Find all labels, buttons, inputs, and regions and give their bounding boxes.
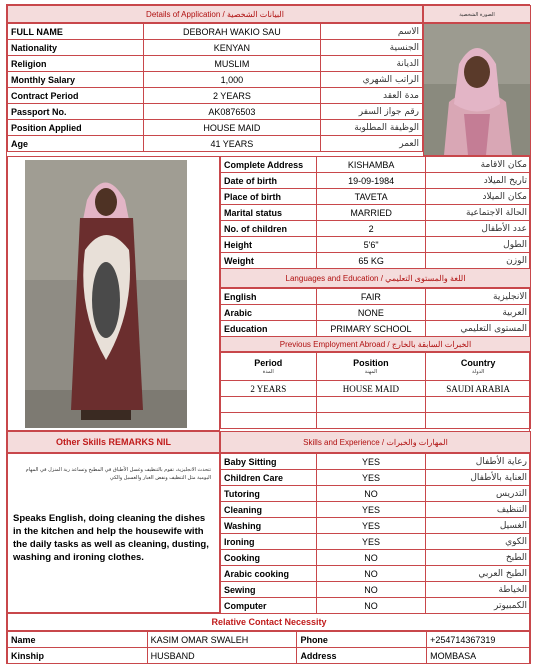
personal-field-arabic-label: رقم جواز السفر	[321, 104, 423, 120]
personal-field-row	[8, 136, 423, 152]
language-field-label: English	[221, 289, 317, 305]
personal-field-arabic-label: الراتب الشهري	[321, 72, 423, 88]
detail-field-row	[221, 253, 531, 269]
personal-field-row	[8, 88, 423, 104]
personal-field-row	[8, 72, 423, 88]
personal-field-value: 41 YEARS	[143, 136, 321, 152]
personal-field-row	[8, 40, 423, 56]
detail-field-value: 65 KG	[316, 253, 425, 269]
personal-info-table	[7, 23, 423, 152]
relative-header	[7, 613, 531, 631]
personal-field-row	[8, 56, 423, 72]
languages-header-title: Languages and Education / اللغة والمستوى التعليمي	[285, 273, 466, 283]
personal-field-value: KENYAN	[143, 40, 321, 56]
skill-field-row	[221, 582, 531, 598]
skill-field-row	[221, 486, 531, 502]
skill-field-value: NO	[316, 566, 425, 582]
relative-address-value: MOMBASA	[427, 648, 531, 664]
empty-cell	[221, 397, 317, 413]
detail-field-arabic-label: مكان الميلاد	[426, 189, 531, 205]
skill-field-row	[221, 598, 531, 614]
personal-field-label: Position Applied	[8, 120, 144, 136]
employment-col-position-ar: المهنة	[364, 368, 378, 375]
detail-field-value: MARRIED	[316, 205, 425, 221]
detail-field-row	[221, 189, 531, 205]
personal-details-table	[220, 156, 531, 269]
relative-name-value: KASIM OMAR SWALEH	[147, 632, 297, 648]
skills-table	[220, 453, 531, 614]
skill-field-arabic-label: الطبخ	[426, 550, 531, 566]
employment-header	[220, 336, 531, 352]
language-field-arabic-label: العربية	[426, 305, 531, 321]
skill-field-value: YES	[316, 470, 425, 486]
empty-cell	[316, 397, 426, 413]
skills-header	[220, 431, 531, 453]
relative-name-label: Name	[8, 632, 148, 648]
detail-field-label: Weight	[221, 253, 317, 269]
personal-field-value: HOUSE MAID	[143, 120, 321, 136]
skill-field-row	[221, 550, 531, 566]
skill-field-row	[221, 534, 531, 550]
other-skills-text: Speaks English, doing cleaning the dishes in the kitchen and help the housewife with the daily tasks as well as cleaning, dusting, washing and ironing clothes.	[13, 513, 209, 563]
personal-field-value: AK0876503	[143, 104, 321, 120]
language-field-row	[221, 321, 531, 337]
personal-field-label: Passport No.	[8, 104, 144, 120]
personal-field-label: Monthly Salary	[8, 72, 144, 88]
skill-field-label: Cooking	[221, 550, 317, 566]
personal-field-label: Contract Period	[8, 88, 144, 104]
detail-field-value: 19-09-1984	[316, 173, 425, 189]
skill-field-value: NO	[316, 486, 425, 502]
detail-field-arabic-label: الطول	[426, 237, 531, 253]
detail-field-label: Complete Address	[221, 157, 317, 173]
personal-field-value: 1,000	[143, 72, 321, 88]
detail-field-value: 2	[316, 221, 425, 237]
skill-field-arabic-label: الكمبيوتر	[426, 598, 531, 614]
empty-cell	[426, 397, 531, 413]
skill-field-arabic-label: العناية بالأطفال	[426, 470, 531, 486]
personal-field-row	[8, 104, 423, 120]
skill-field-label: Cleaning	[221, 502, 317, 518]
detail-field-label: Height	[221, 237, 317, 253]
skill-field-row	[221, 470, 531, 486]
relative-table	[7, 631, 531, 664]
language-field-arabic-label: المستوى التعليمي	[426, 321, 531, 337]
employment-header-title: Previous Employment Abroad / الخبرات السابقة بالخارج	[279, 339, 472, 349]
detail-field-label: Marital status	[221, 205, 317, 221]
skill-field-value: NO	[316, 582, 425, 598]
headshot-image	[424, 24, 530, 155]
detail-field-arabic-label: مكان الاقامة	[426, 157, 531, 173]
languages-table	[220, 288, 531, 337]
languages-header	[220, 268, 531, 288]
employment-col-position-label: Position	[353, 357, 389, 368]
language-field-arabic-label: الانجليزية	[426, 289, 531, 305]
personal-field-label: Nationality	[8, 40, 144, 56]
employment-table	[220, 352, 531, 429]
skill-field-label: Ironing	[221, 534, 317, 550]
skill-field-label: Sewing	[221, 582, 317, 598]
skill-field-value: YES	[316, 502, 425, 518]
skill-field-arabic-label: الطبخ العربي	[426, 566, 531, 582]
skill-field-value: YES	[316, 518, 425, 534]
other-skills-box	[7, 453, 220, 613]
skill-field-row	[221, 502, 531, 518]
personal-field-value: 2 YEARS	[143, 88, 321, 104]
detail-field-arabic-label: الحالة الاجتماعية	[426, 205, 531, 221]
relative-phone-label: Phone	[297, 632, 427, 648]
detail-field-row	[221, 205, 531, 221]
skill-field-value: NO	[316, 550, 425, 566]
detail-field-value: 5'6"	[316, 237, 425, 253]
skill-field-label: Baby Sitting	[221, 454, 317, 470]
detail-field-row	[221, 173, 531, 189]
employment-country: SAUDI ARABIA	[426, 381, 531, 397]
language-field-label: Education	[221, 321, 317, 337]
skill-field-arabic-label: الغسيل	[426, 518, 531, 534]
skill-field-arabic-label: الكوي	[426, 534, 531, 550]
personal-field-label: Age	[8, 136, 144, 152]
skills-header-title: Skills and Experience / المهارات والخبرات	[303, 437, 448, 447]
employment-col-country-ar: الدولة	[472, 368, 485, 375]
photo-header-label: الصورة الشخصية	[459, 12, 495, 18]
detail-field-label: Place of birth	[221, 189, 317, 205]
language-field-row	[221, 305, 531, 321]
personal-field-arabic-label: العمر	[321, 136, 423, 152]
detail-field-row	[221, 221, 531, 237]
employment-col-period-label: Period	[254, 357, 283, 368]
employment-position: HOUSE MAID	[316, 381, 426, 397]
skill-field-arabic-label: التنظيف	[426, 502, 531, 518]
skill-field-label: Computer	[221, 598, 317, 614]
employment-col-country-label: Country	[460, 357, 496, 368]
empty-cell	[316, 413, 426, 429]
relative-header-title: Relative Contact Necessity	[211, 617, 327, 627]
employment-period: 2 YEARS	[221, 381, 317, 397]
other-skills-arabic: تتحدث الانجليزية، تقوم بالتنظيف وغسل الأطباق في المطبخ وتساعد ربة المنزل في المهام اليومية مثل التنظيف ونفض الغبار والغسيل والكي	[25, 467, 211, 481]
skill-field-label: Tutoring	[221, 486, 317, 502]
employment-col-country	[426, 353, 531, 381]
skill-field-label: Children Care	[221, 470, 317, 486]
personal-field-row	[8, 24, 423, 40]
detail-field-arabic-label: تاريخ الميلاد	[426, 173, 531, 189]
skill-field-arabic-label: التدريس	[426, 486, 531, 502]
personal-field-value: DEBORAH WAKIO SAU	[143, 24, 321, 40]
personal-field-value: MUSLIM	[143, 56, 321, 72]
language-field-label: Arabic	[221, 305, 317, 321]
detail-field-row	[221, 157, 531, 173]
personal-field-arabic-label: الوظيفة المطلوبة	[321, 120, 423, 136]
skill-field-value: YES	[316, 534, 425, 550]
employment-col-period	[221, 353, 317, 381]
detail-field-value: TAVETA	[316, 189, 425, 205]
photo-header	[423, 5, 531, 23]
skill-field-label: Washing	[221, 518, 317, 534]
personal-field-arabic-label: الديانة	[321, 56, 423, 72]
skill-field-value: YES	[316, 454, 425, 470]
detail-field-arabic-label: عدد الأطفال	[426, 221, 531, 237]
details-header-title: Details of Application / البيانات الشخصية	[146, 9, 284, 19]
other-skills-header	[7, 431, 220, 453]
language-field-row	[221, 289, 531, 305]
detail-field-row	[221, 237, 531, 253]
personal-field-label: Religion	[8, 56, 144, 72]
skill-field-row	[221, 518, 531, 534]
personal-field-arabic-label: الاسم	[321, 24, 423, 40]
detail-field-label: No. of children	[221, 221, 317, 237]
relative-address-label: Address	[297, 648, 427, 664]
language-field-value: NONE	[316, 305, 426, 321]
empty-cell	[426, 413, 531, 429]
employment-col-period-ar: المدة	[262, 368, 274, 375]
applicant-headshot	[423, 23, 531, 156]
language-field-value: PRIMARY SCHOOL	[316, 321, 426, 337]
other-skills-title: Other Skills REMARKS NIL	[55, 437, 172, 447]
personal-field-row	[8, 120, 423, 136]
details-header	[7, 5, 423, 23]
skill-field-value: NO	[316, 598, 425, 614]
employment-col-position	[316, 353, 426, 381]
relative-phone-value: +254714367319	[427, 632, 531, 648]
personal-field-arabic-label: الجنسية	[321, 40, 423, 56]
full-body-photo-frame	[7, 156, 220, 431]
detail-field-arabic-label: الوزن	[426, 253, 531, 269]
personal-field-arabic-label: مدة العقد	[321, 88, 423, 104]
skill-field-arabic-label: رعاية الأطفال	[426, 454, 531, 470]
skill-field-label: Arabic cooking	[221, 566, 317, 582]
application-form	[6, 4, 530, 664]
skill-field-row	[221, 566, 531, 582]
relative-kinship-value: HUSBAND	[147, 648, 297, 664]
skill-field-row	[221, 454, 531, 470]
detail-field-label: Date of birth	[221, 173, 317, 189]
employment-row	[221, 381, 531, 397]
full-body-image	[25, 160, 187, 428]
skill-field-arabic-label: الخياطة	[426, 582, 531, 598]
relative-kinship-label: Kinship	[8, 648, 148, 664]
detail-field-value: KISHAMBA	[316, 157, 425, 173]
language-field-value: FAIR	[316, 289, 426, 305]
empty-cell	[221, 413, 317, 429]
personal-field-label: FULL NAME	[8, 24, 144, 40]
